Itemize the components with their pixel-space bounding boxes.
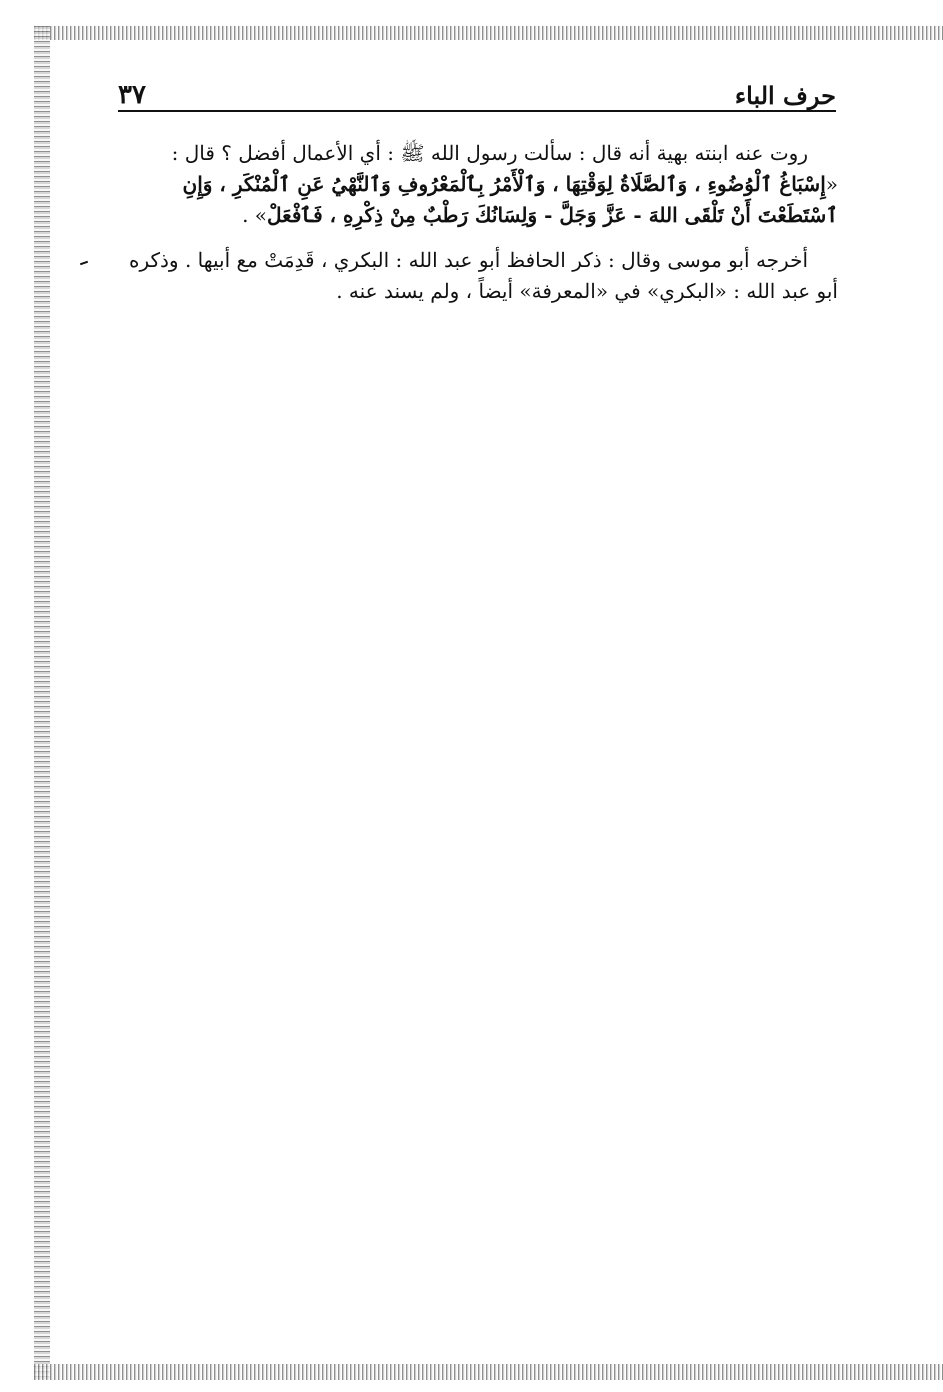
page-body: [112, 138, 838, 307]
ornamental-border-top: [34, 26, 943, 40]
chapter-title: حرف الباء: [734, 81, 836, 110]
paragraph-source: أخرجه أبو موسى وقال : ذكر الحافظ أبو عبد الله : البكري ، قَدِمَتْ مع أبيها . وذكره أبو عبد الله : «البكري» في «المعرفة» أيضاً ، ولم يسند عنه .: [128, 248, 838, 303]
narration-intro: روت عنه ابنته بهية أنه قال : سألت رسول الله ﷺ : أي الأعمال أفضل ؟ قال : «: [171, 141, 838, 196]
hadith-text: إِسْبَاغُ ٱلْوُضُوءِ ، وَٱلصَّلَاةُ لِوَقْتِهَا ، وَٱلْأَمْرُ بِٱلْمَعْرُوفِ وَٱلنَّهْيُ عَنِ ٱلْمُنْكَرِ ، وَإِنِ ٱسْتَطَعْتَ أَنْ تَلْقَى اللهَ - عَزَّ وَجَلَّ - وَلِسَانُكَ رَطْبٌ مِنْ ذِكْرِهِ ، فَٱفْعَلْ: [182, 172, 838, 227]
margin-mark: [80, 261, 88, 266]
paragraph-narration: [112, 138, 838, 231]
page-number: ٣٧: [118, 80, 146, 110]
page-header: [118, 82, 836, 112]
narration-end: » .: [242, 203, 268, 227]
ornamental-border-left: [34, 26, 50, 1380]
ornamental-border-bottom: [34, 1364, 943, 1380]
